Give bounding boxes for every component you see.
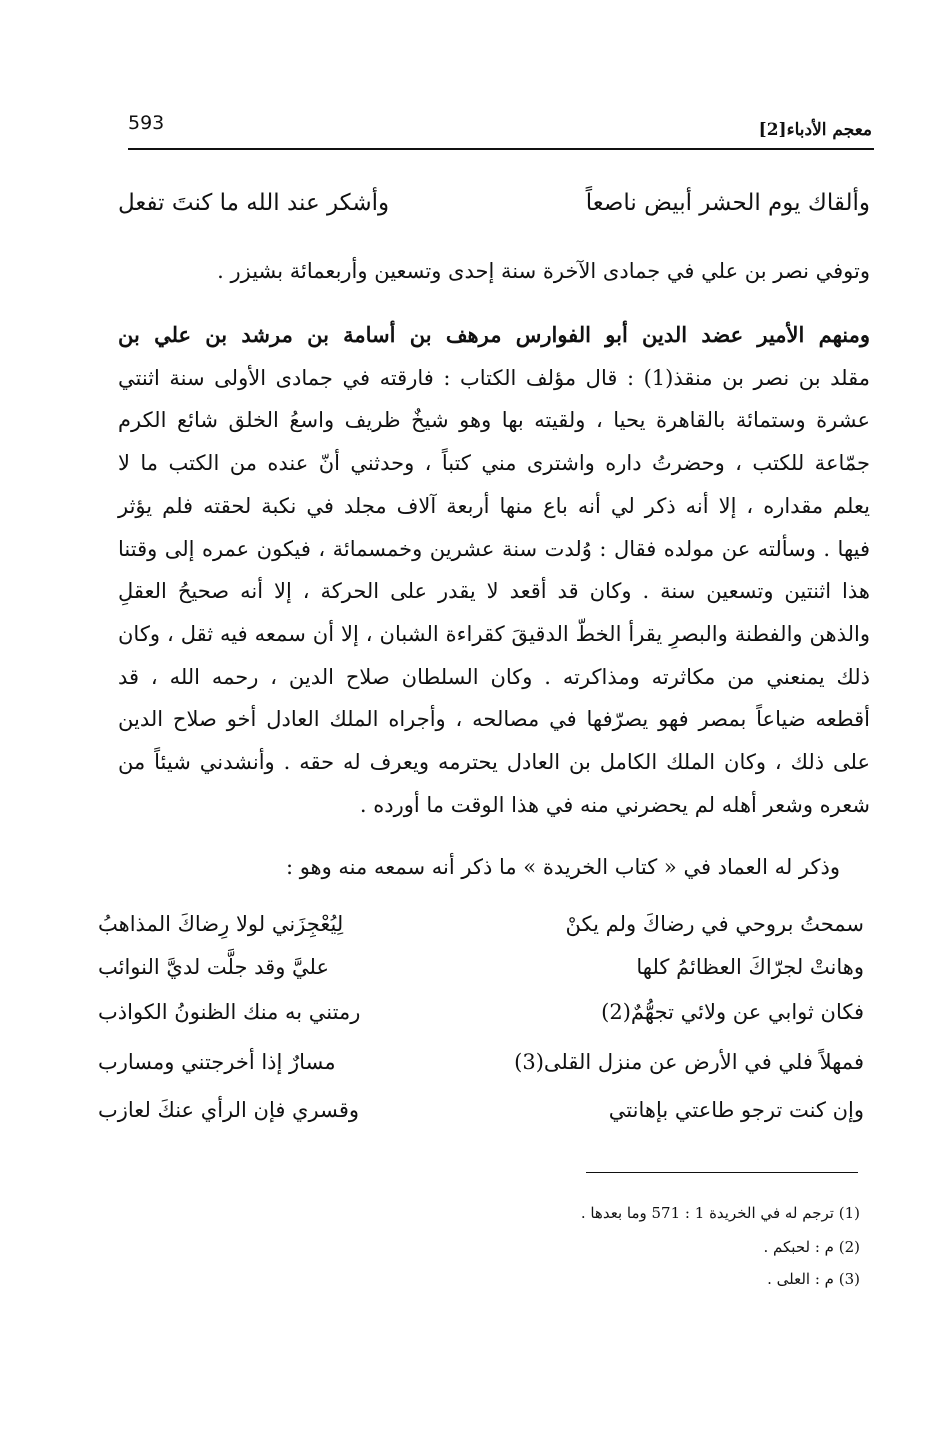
poem-second-hemistich: رمتني به منك الظنونُ الكواذب (98, 1000, 361, 1024)
poem-first-hemistich: فكان ثوابي عن ولائي تجهُّمٌ(2) (601, 1000, 864, 1024)
poem-second-hemistich: مسارٌ إذا أخرجتني ومسارب (98, 1050, 336, 1074)
biography-line: جمّاعة للكتب ، وحضرتُ داره واشترى مني كتباً ، وحدثني أنّ عنده من الكتب ما لا (118, 451, 870, 475)
poem-verse (98, 1000, 864, 1036)
poem-verse (98, 912, 864, 948)
biography-line: مقلد بن نصر بن منقذ(1) : قال مؤلف الكتاب : فارقته في جمادى الأولى سنة اثنتي (118, 366, 870, 390)
footnote-divider (586, 1172, 858, 1173)
poem-second-hemistich: عليَّ وقد جلَّت لديَّ النوائب (98, 955, 330, 979)
poem-verse (98, 1050, 864, 1086)
biography-line: أقطعه ضياعاً بمصر فهو يصرّفها في مصالحه ، وأجراه الملك العادل أخو صلاح الدين (118, 707, 870, 731)
poem-first-hemistich: وإن كنت ترجو طاعتي بإهانتي (608, 1098, 864, 1122)
page-number: 593 (128, 112, 165, 134)
biography-line: هذا اثنتين وتسعين سنة . وكان قد أقعد لا يقدر على الحركة ، إلا أنه صحيحُ العقلِ (118, 579, 870, 603)
footnote: (3) م : العلى . (767, 1270, 860, 1288)
poem-first-hemistich: فمهلاً فلي في الأرض عن منزل القلى(3) (514, 1050, 864, 1074)
poem-second-hemistich: وقسري فإن الرأي عنكَ لعازب (98, 1098, 359, 1122)
poem-second-hemistich: لِيُعْجِزَني لولا رِضاكَ المذاهبُ (98, 912, 344, 936)
opening-verse (118, 190, 870, 226)
poem-verse (98, 955, 864, 991)
verse-first-hemistich: وألقاك يوم الحشر أبيض ناصعاً (585, 190, 870, 216)
poem-first-hemistich: وهانتْ لجرّاكَ العظائمُ كلها (636, 955, 864, 979)
poem-first-hemistich: سمحتُ بروحي في رضاكَ ولم يكنْ (565, 912, 864, 936)
header-divider (128, 148, 874, 150)
biography-line: والذهن والفطنة والبصرِ يقرأ الخطّ الدقيقَ كقراءة الشبان ، إلا أن سمعه فيه ثقل ، وكان (118, 622, 870, 646)
biography-line: عشرة وستمائة بالقاهرة يحيا ، ولقيته بها وهو شيخٌ ظريف واسعُ الخلق شائع الكرم (118, 408, 870, 432)
biography-line: ذلك يمنعني من مكاثرته ومذاكرته . وكان السلطان صلاح الدين ، رحمه الله ، قد (118, 665, 870, 689)
biography-line: فيها . وسألته عن مولده فقال : وُلدت سنة عشرين وخمسمائة ، فيكون عمره إلى وقتنا (118, 537, 870, 561)
running-header-title: معجم الأدباء[2] (758, 120, 872, 140)
biography-line: شعره وشعر أهله لم يحضرني منه في هذا الوقت ما أورده . (359, 793, 870, 817)
footnote: (2) م : لحبكم . (763, 1238, 860, 1256)
verse-second-hemistich: وأشكر عند الله ما كنتَ تفعل (118, 190, 390, 216)
biography-line: يعلم مقداره ، إلا أنه ذكر لي أنه باع منها أربعة آلاف مجلد في نكبة لحقته فلم يؤثر (118, 494, 870, 518)
footnote: (1) ترجم له في الخريدة 1 : 571 وما بعدها . (580, 1204, 860, 1222)
poem-verse (98, 1098, 864, 1134)
poem-intro: وذكر له العماد في « كتاب الخريدة » ما ذكر أنه سمعه منه وهو : (285, 855, 840, 879)
death-note: وتوفي نصر بن علي في جمادى الآخرة سنة إحدى وتسعين وأربعمائة بشيزر . (217, 259, 870, 283)
biography-line: ومنهم الأمير عضد الدين أبو الفوارس مرهف بن أسامة بن مرشد بن علي بن (118, 322, 870, 347)
biography-line: على ذلك ، وكان الملك الكامل بن العادل يحترمه ويعرف له حقه . وأنشدني شيئاً من (118, 750, 870, 774)
